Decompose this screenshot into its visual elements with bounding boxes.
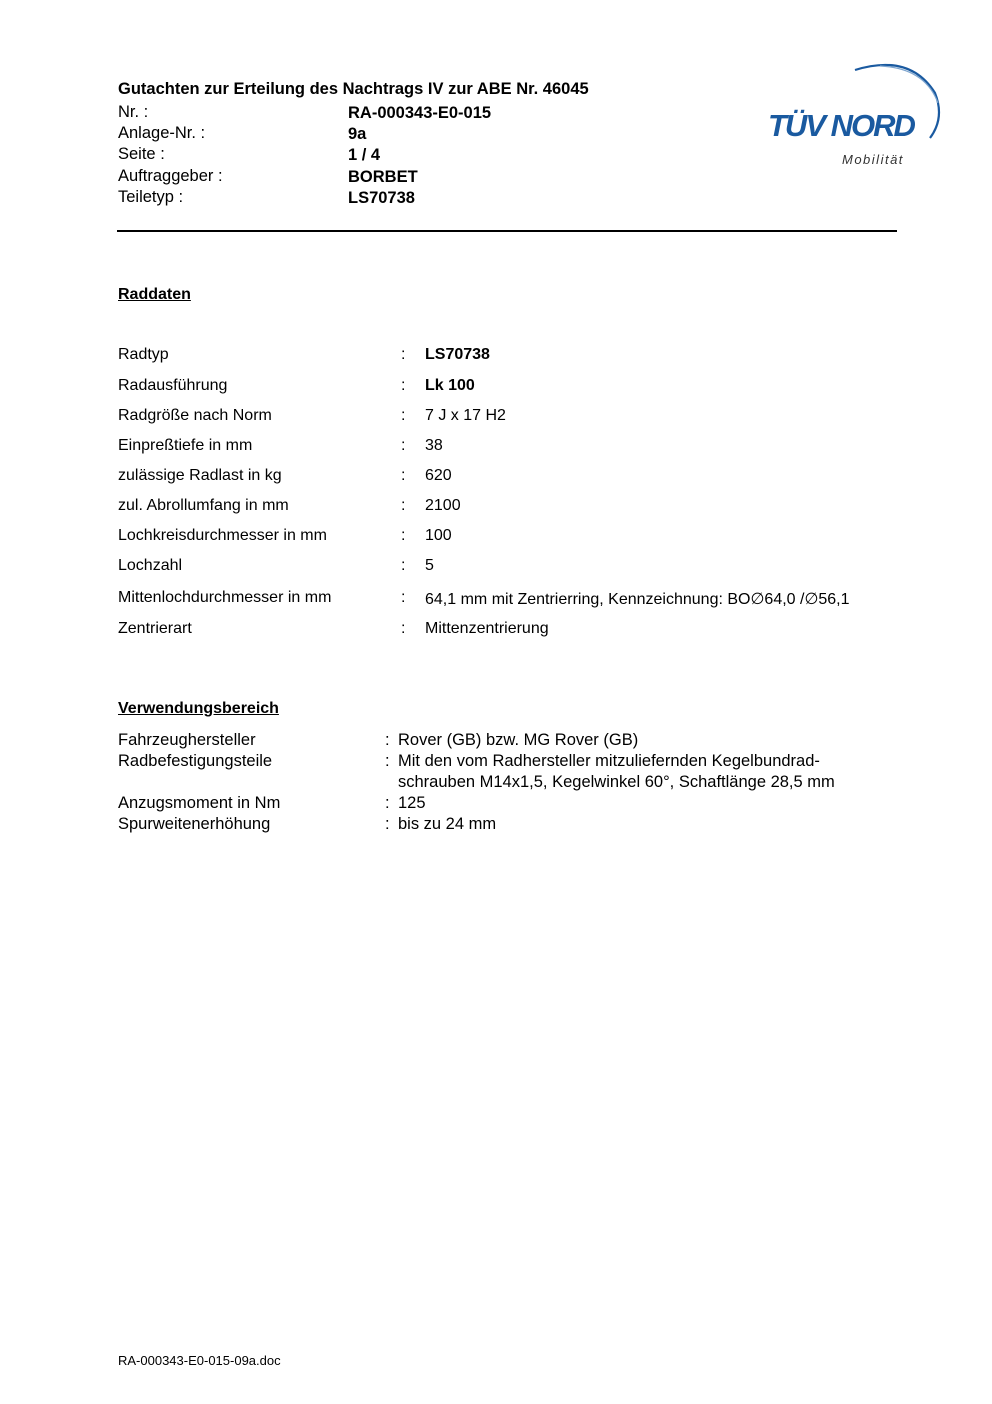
- wheel-row: [118, 377, 918, 399]
- usage-value: [398, 814, 898, 835]
- wheel-label: Einpreßtiefe in mm: [118, 437, 253, 454]
- wheel-label: Mittenlochdurchmesser in mm: [118, 589, 332, 606]
- wheel-row: [118, 467, 918, 489]
- wheel-row: [118, 437, 918, 459]
- usage-value-line: Rover (GB) bzw. MG Rover (GB): [398, 731, 639, 749]
- meta-value: BORBET: [348, 168, 418, 186]
- wheel-value: LS70738: [425, 346, 490, 363]
- meta-label: Seite :: [118, 145, 165, 163]
- usage-colon: :: [385, 815, 390, 833]
- meta-label: Auftraggeber :: [118, 167, 223, 185]
- wheel-colon: :: [401, 407, 406, 424]
- tuv-nord-logo: [760, 58, 945, 173]
- wheel-value: 5: [425, 557, 434, 574]
- wheel-value: Lk 100: [425, 377, 475, 394]
- meta-row-number: [118, 103, 638, 124]
- wheel-value: 7 J x 17 H2: [425, 407, 506, 424]
- usage-heading: Verwendungsbereich: [118, 700, 279, 717]
- wheel-value: 620: [425, 467, 452, 484]
- meta-value: 9a: [348, 125, 367, 143]
- wheel-value: 38: [425, 437, 443, 454]
- usage-value-line: 125: [398, 794, 426, 812]
- wheel-data-heading: Raddaten: [118, 286, 191, 303]
- usage-value-line: Mit den vom Radhersteller mitzuliefernden Kegelbundrad-: [398, 752, 820, 770]
- wheel-colon: :: [401, 620, 406, 637]
- wheel-colon: :: [401, 467, 406, 484]
- wheel-row: [118, 407, 918, 429]
- meta-value: 1 / 4: [348, 146, 381, 164]
- footer-filename: RA-000343-E0-015-09a.doc: [118, 1353, 281, 1368]
- wheel-value: 64,1 mm mit Zentrierring, Kennzeichnung: BO∅64,0 /∅56,1: [425, 591, 850, 608]
- usage-label: Spurweitenerhöhung: [118, 815, 271, 833]
- wheel-colon: :: [401, 377, 406, 394]
- logo-wordmark: TÜV NORD: [768, 108, 914, 143]
- usage-value: [398, 730, 898, 751]
- usage-label: Fahrzeughersteller: [118, 731, 256, 749]
- wheel-colon: :: [401, 497, 406, 514]
- wheel-label: Radausführung: [118, 377, 228, 394]
- meta-row-teiletyp: [118, 188, 638, 209]
- logo-subtitle: Mobilität: [842, 152, 904, 167]
- meta-label: Teiletyp :: [118, 188, 184, 206]
- wheel-label: Lochkreisdurchmesser in mm: [118, 527, 327, 544]
- meta-row-anlage: [118, 124, 638, 145]
- meta-value: LS70738: [348, 189, 415, 207]
- wheel-row: [118, 527, 918, 549]
- usage-value: [398, 793, 898, 814]
- wheel-label: Radgröße nach Norm: [118, 407, 272, 424]
- meta-row-seite: [118, 145, 638, 166]
- meta-row-auftraggeber: [118, 167, 638, 188]
- usage-value-line: bis zu 24 mm: [398, 815, 497, 833]
- usage-colon: :: [385, 731, 390, 749]
- usage-label: Radbefestigungsteile: [118, 752, 273, 770]
- wheel-colon: :: [401, 557, 406, 574]
- usage-label: Anzugsmoment in Nm: [118, 794, 281, 812]
- meta-value: RA-000343-E0-015: [348, 104, 492, 122]
- wheel-row: [118, 620, 918, 642]
- wheel-label: zul. Abrollumfang in mm: [118, 497, 289, 514]
- wheel-value: 2100: [425, 497, 461, 514]
- wheel-label: Radtyp: [118, 346, 169, 363]
- meta-label: Anlage-Nr. :: [118, 124, 206, 142]
- wheel-colon: :: [401, 589, 406, 606]
- usage-value: [398, 751, 898, 793]
- wheel-colon: :: [401, 527, 406, 544]
- wheel-colon: :: [401, 437, 406, 454]
- wheel-row: [118, 589, 918, 611]
- usage-colon: :: [385, 752, 390, 770]
- wheel-value: Mittenzentrierung: [425, 620, 549, 637]
- document-title: Gutachten zur Erteilung des Nachtrags IV zur ABE Nr. 46045: [118, 80, 589, 98]
- usage-colon: :: [385, 794, 390, 812]
- wheel-label: zulässige Radlast in kg: [118, 467, 282, 484]
- wheel-row: [118, 557, 918, 579]
- wheel-label: Lochzahl: [118, 557, 183, 574]
- meta-label: Nr. :: [118, 103, 149, 121]
- wheel-row: [118, 497, 918, 519]
- wheel-colon: :: [401, 346, 406, 363]
- wheel-label: Zentrierart: [118, 620, 192, 637]
- header-divider: [117, 230, 897, 232]
- wheel-value: 100: [425, 527, 452, 544]
- usage-value-line: schrauben M14x1,5, Kegelwinkel 60°, Schaftlänge 28,5 mm: [398, 773, 835, 791]
- wheel-row: [118, 346, 918, 368]
